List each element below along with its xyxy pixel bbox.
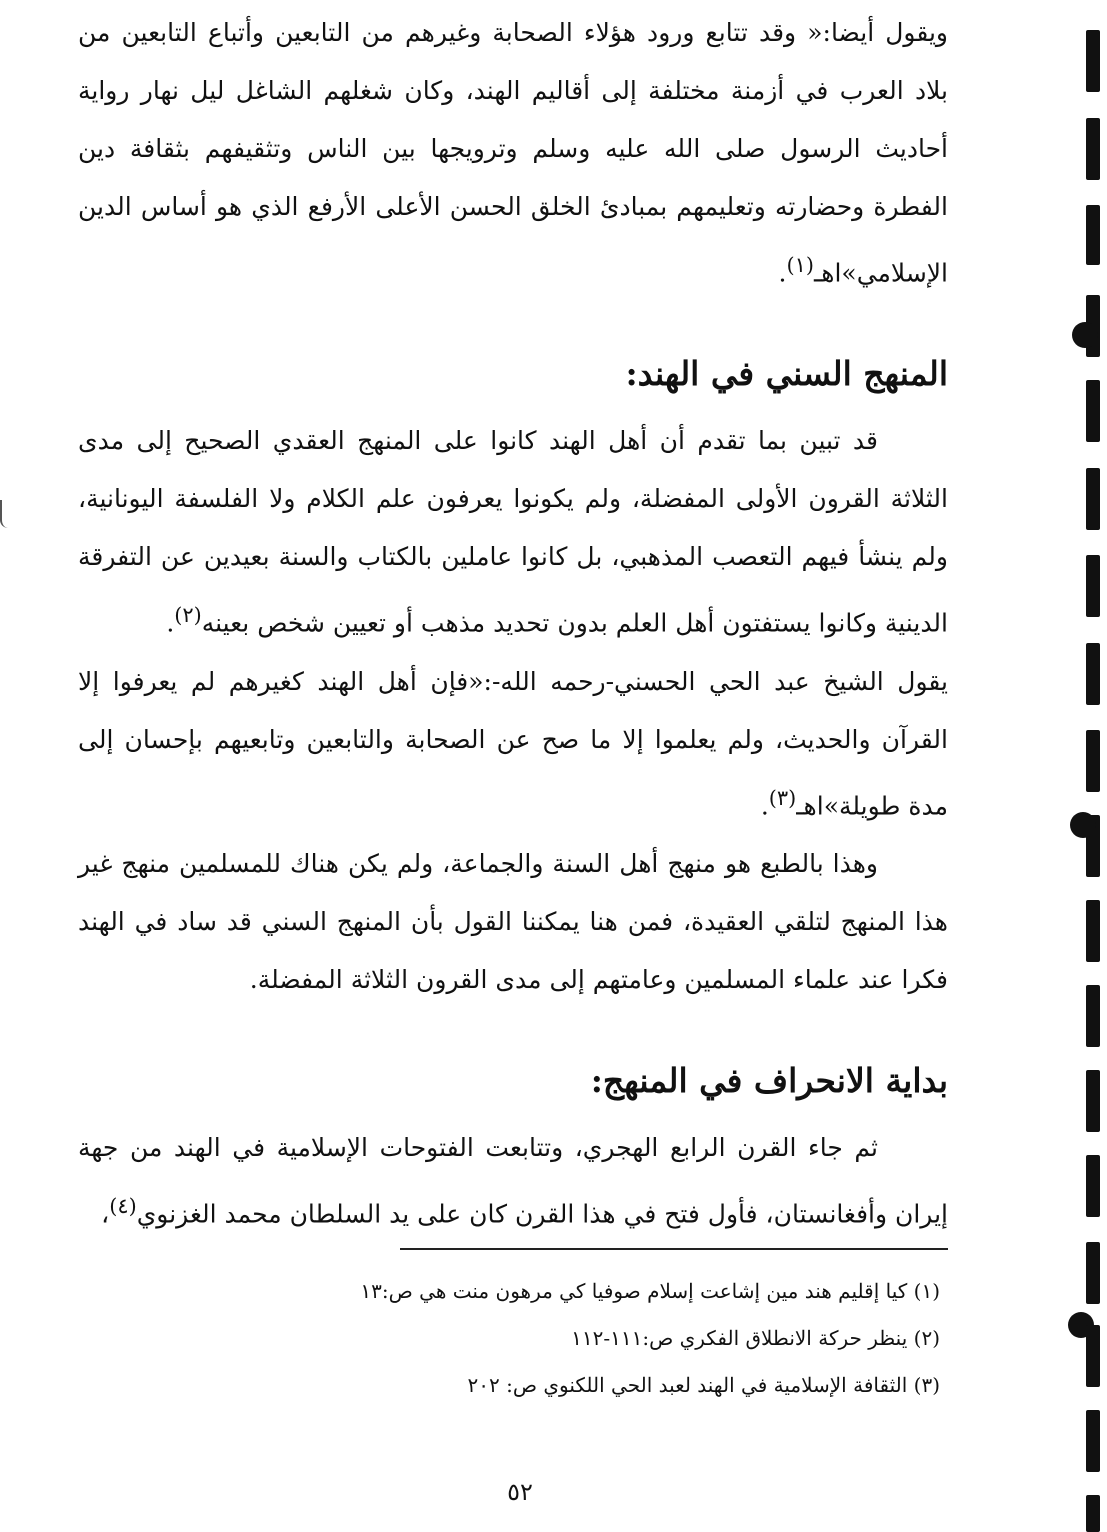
- binding-bar: [1086, 1410, 1100, 1472]
- paragraph-end: .: [166, 608, 175, 638]
- section-heading-deviation: بداية الانحراف في المنهج:: [590, 1060, 948, 1100]
- main-text: [78, 4, 948, 1243]
- binding-bar: [1086, 1495, 1100, 1532]
- page-number: ٥٢: [507, 1478, 533, 1506]
- binding-bar: [1086, 468, 1100, 530]
- binding-bar: [1086, 1325, 1100, 1387]
- binding-bar: [1086, 643, 1100, 705]
- binding-bar: [1086, 900, 1100, 962]
- binding-bar: [1086, 118, 1100, 180]
- paragraph-text: قد تبين بما تقدم أن أهل الهند كانوا على المنهج العقدي الصحيح إلى مدى الثلاثة القرون الأولى المفضلة، ولم يكونوا يعرفون علم الكلام ولا الفلسفة اليونانية، ولم ينشأ فيهم التعصب المذهبي، بل كانوا عاملين بالكتاب والسنة بعيدين عن التفرقة الدينية وكانوا يستفتون أهل العلم بدون تحديد مذهب أو تعيين شخص بعينه: [78, 426, 948, 638]
- binding-bar: [1086, 730, 1100, 792]
- punch-hole: [1072, 322, 1098, 348]
- binding-bar: [1086, 1242, 1100, 1304]
- binding-bar: [1086, 985, 1100, 1047]
- footnote-ref: (٤): [109, 1193, 137, 1218]
- binding-bar: [1086, 555, 1100, 617]
- paragraph-text: يقول الشيخ عبد الحي الحسني-رحمه الله-:«فإن أهل الهند كغيرهم لم يعرفوا إلا القرآن والحديث، ولم يعلموا إلا ما صح عن الصحابة والتابعين وتابعيهم بإحسان إلى مدة طويلة»اهـ: [78, 666, 948, 820]
- paragraph-end: .: [778, 258, 787, 288]
- binding-bar: [1086, 30, 1100, 92]
- section-heading-sunni-method: المنهج السني في الهند:: [625, 354, 948, 394]
- paragraph-end: .: [760, 790, 769, 820]
- binding-bar: [1086, 380, 1100, 442]
- paragraph-ahl-sunnah: وهذا بالطبع هو منهج أهل السنة والجماعة، ولم يكن هناك للمسلمين منهج غير هذا المنهج لتلقي العقيدة، فمن هنا يمكننا القول بأن المنهج السني قد ساد في الهند فكرا عند علماء المسلمين وعامتهم إلى مدى القرون الثلاثة المفضلة.: [78, 848, 948, 994]
- paragraph-fourth-century: [78, 1119, 948, 1243]
- footnote-ref: (٢): [174, 603, 202, 628]
- paragraph-quote-hasani: [78, 653, 948, 835]
- footnote-ref: (١): [786, 253, 814, 277]
- spiral-binding-strip: [1078, 0, 1107, 1532]
- footnote-separator: [400, 1248, 948, 1250]
- paragraph-text: ويقول أيضا:« وقد تتابع ورود هؤلاء الصحابة وغيرهم من التابعين وأتباع التابعين من بلاد العرب في أزمنة مختلفة إلى أقاليم الهند، وكان شغلهم الشاغل ليل نهار رواية أحاديث الرسول صلى الله عليه وسلم وترويجها بين الناس وتثقيفهم بثقافة دين الفطرة وحضارته وتعليمهم بمبادئ الخلق الحسن الأعلى الأرفع الذي هو أساس الدين الإسلامي»اهـ: [78, 18, 948, 288]
- paragraph-quote-sahaba: [78, 4, 948, 302]
- paragraph-sunni-method: [78, 412, 948, 652]
- footnote-ref: (٣): [768, 785, 797, 810]
- paragraph-end: ،: [101, 1199, 110, 1229]
- footnotes: [78, 1268, 940, 1409]
- footnote-2: (٢) ينظر حركة الانطلاق الفكري ص:١١١-١١٢: [571, 1326, 940, 1350]
- punch-hole: [1070, 812, 1096, 838]
- binding-bar: [1086, 1155, 1100, 1217]
- binding-bar: [1086, 1070, 1100, 1132]
- binding-bar: [1086, 205, 1100, 265]
- footnote-1: (١) كيا إقليم هند مين إشاعت إسلام صوفيا كي مرهون منت هي ص:١٣: [360, 1279, 940, 1303]
- paragraph-text: ثم جاء القرن الرابع الهجري، وتتابعت الفتوحات الإسلامية في الهند من جهة إيران وأفغانستان، فأول فتح في هذا القرن كان على يد السلطان محمد الغزنوي: [78, 1132, 948, 1229]
- left-margin-mark: [0, 500, 8, 528]
- footnote-3: (٣) الثقافة الإسلامية في الهند لعبد الحي اللكنوي ص: ٢٠٢: [467, 1373, 940, 1397]
